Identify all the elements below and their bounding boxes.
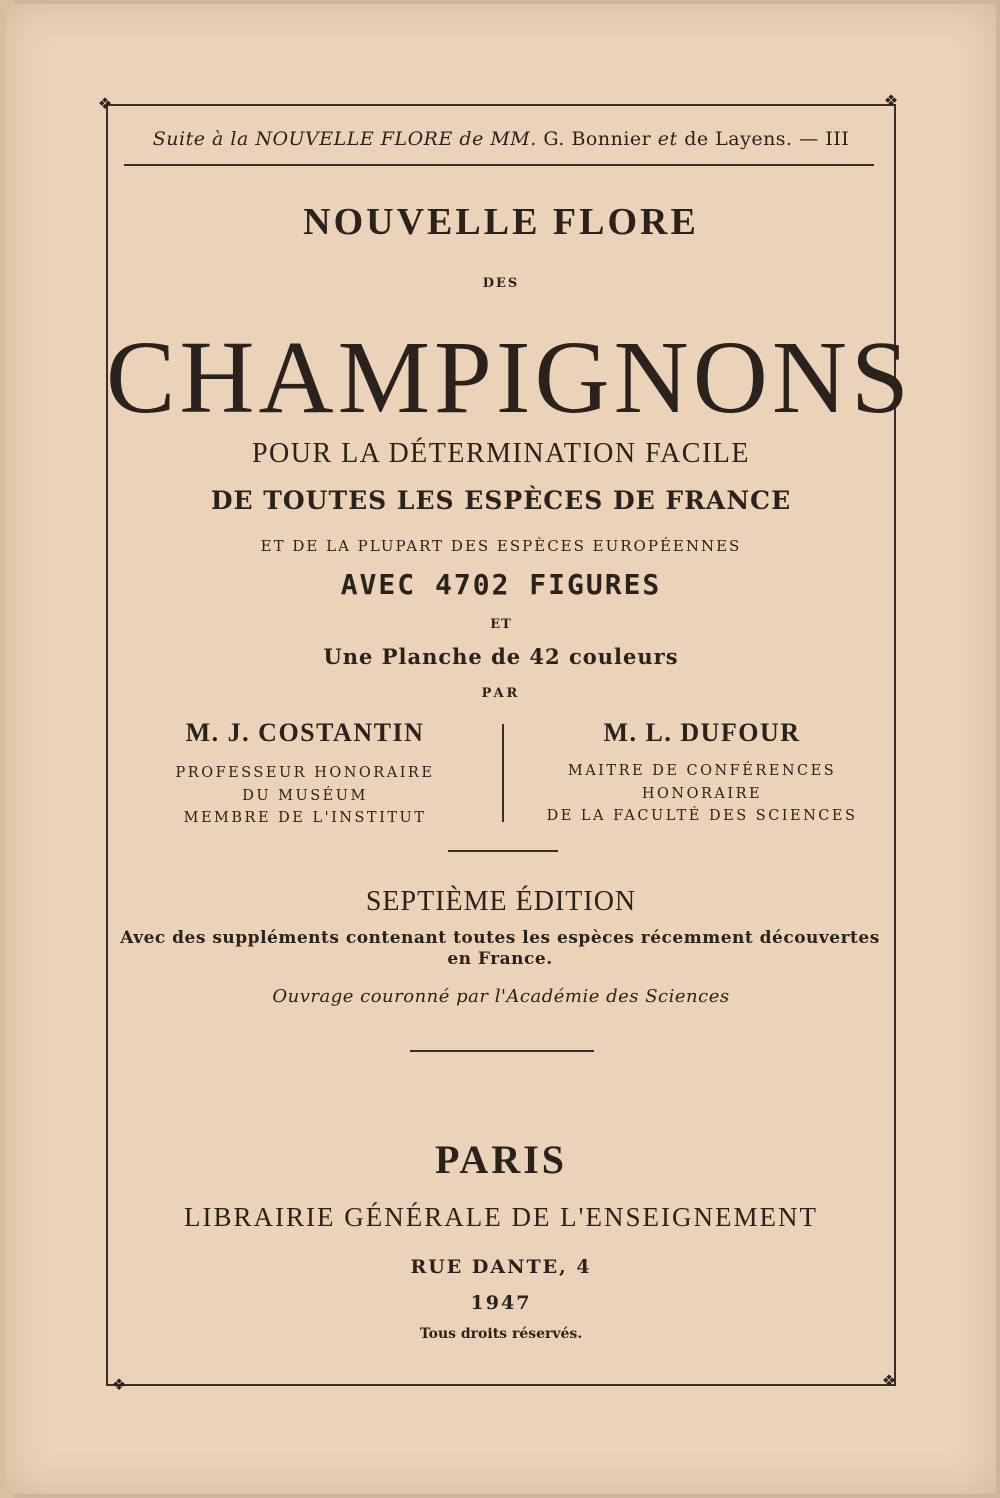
author-name: M. J. COSTANTIN (185, 718, 425, 747)
author-role: DE LA FACULTÉ DES SCIENCES (546, 808, 858, 824)
series-text: de MM. (459, 128, 537, 150)
title-line-1: NOUVELLE FLORE (303, 201, 699, 243)
imprint-address: RUE DANTE, 4 (410, 1256, 592, 1278)
section-rule (448, 850, 558, 852)
series-author: de Layens. (684, 128, 793, 150)
author-role: HONORAIRE (641, 786, 763, 802)
subtitle-par: PAR (481, 686, 521, 701)
corner-ornament-icon: ❖ (111, 1375, 127, 1394)
edition-award: Ouvrage couronné par l'Académie des Sciences (272, 986, 730, 1007)
subtitle-et: ET (490, 617, 512, 632)
series-text: Suite à la (152, 128, 249, 150)
imprint-city: PARIS (434, 1137, 568, 1182)
main-title: CHAMPIGNONS (106, 320, 913, 435)
edition-supplement: Avec des suppléments contenant toutes les espèces récemment découvertes en France. (120, 928, 880, 969)
author-role: MAITRE DE CONFÉRENCES (567, 763, 837, 779)
corner-ornament-icon: ❖ (883, 91, 899, 110)
author-name: M. L. DUFOUR (603, 718, 801, 747)
series-title: NOUVELLE FLORE (255, 128, 453, 150)
subtitle-planche: Une Planche de 42 couleurs (323, 644, 679, 669)
subtitle-line-1: POUR LA DÉTERMINATION FACILE (251, 438, 751, 469)
subtitle-figures: AVEC 4702 FIGURES (340, 568, 662, 601)
author-role: PROFESSEUR HONORAIRE (175, 765, 435, 781)
series-text: et (657, 128, 678, 150)
section-rule (410, 1050, 594, 1052)
title-line-2: DES (482, 276, 520, 291)
series-header (106, 128, 896, 150)
corner-ornament-icon: ❖ (97, 94, 113, 113)
imprint-rights: Tous droits réservés. (419, 1326, 583, 1342)
author-role: MEMBRE DE L'INSTITUT (183, 810, 427, 826)
series-volume: — III (799, 128, 850, 150)
subtitle-line-3: ET DE LA PLUPART DES ESPÈCES EUROPÉENNES (260, 537, 742, 555)
header-rule (124, 164, 874, 166)
imprint-publisher: LIBRAIRIE GÉNÉRALE DE L'ENSEIGNEMENT (183, 1202, 819, 1232)
edition-label: SEPTIÈME ÉDITION (365, 886, 637, 917)
imprint-year: 1947 (470, 1292, 532, 1314)
corner-ornament-icon: ❖ (881, 1371, 897, 1390)
series-author: G. Bonnier (543, 128, 652, 150)
author-role: DU MUSÉUM (242, 788, 368, 804)
subtitle-line-2: DE TOUTES LES ESPÈCES DE FRANCE (210, 486, 792, 515)
